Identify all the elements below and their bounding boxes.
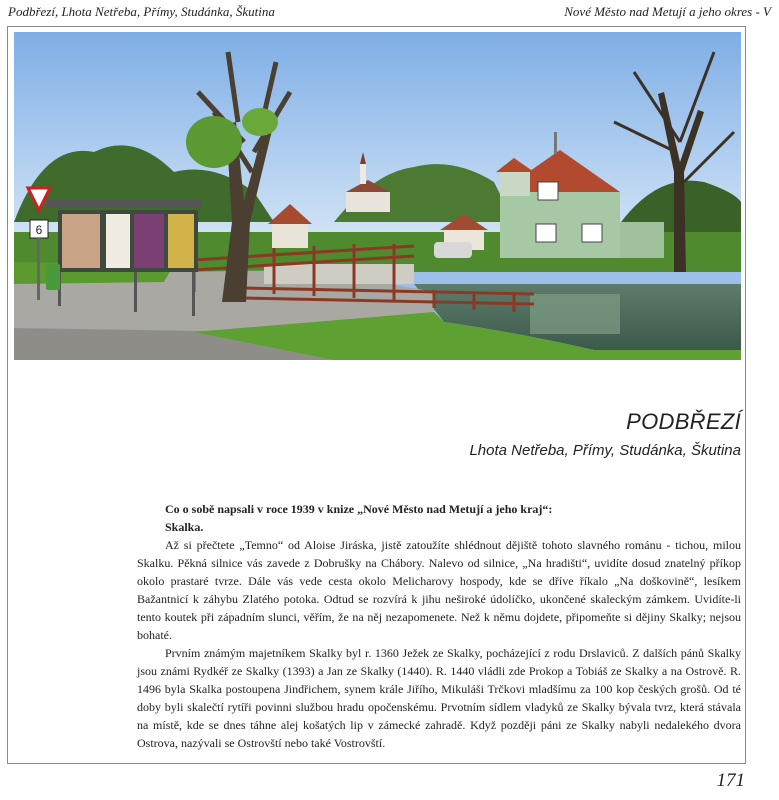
road-sign-label: 6 (35, 223, 43, 237)
page-number: 171 (716, 770, 745, 791)
paragraph: Až si přečtete „Temno“ od Aloise Jiráska, jistě zatoužíte shlédnout dějiště tohoto slavného románu - tichou, milou Skalku. Pěkná silnice vás zavede z Dobrušky na Chábory. Nalevo od silnice, „Na hradišti“, uvidíte dosud znatelný příkop okolo prastaré tvrze. Dále vás vede cesta okolo Melicharovy hospody, kde se dříve říkalo „Na doškovině“, lesíkem Bažantnicí k záhybu Zlatého potoka. Odtud se rozvírá k jihu neširoké údolíčko, ukončené skaleckým zámkem. Uvidíte-li tento koutek při západním slunci, věřím, že na něj nezapomenete. Než k němu dojdete, připomeňte si dějiny Skalky; nejsou bohaté. (137, 538, 741, 642)
running-head-left: Podbřezí, Lhota Netřeba, Přímy, Studánka, Škutina (8, 4, 275, 19)
bridge-wall (264, 264, 414, 284)
lead-heading: Co o sobě napsali v roce 1939 v knize „Nové Město nad Metují a jeho kraj“: (165, 502, 553, 516)
chapter-title: PODBŘEZÍ (626, 409, 741, 434)
trash-bin (46, 264, 60, 290)
parked-car (434, 242, 472, 258)
running-head (8, 4, 771, 22)
section-heading: Skalka. (165, 520, 204, 534)
body-text (137, 500, 741, 752)
chapter-subtitle: Lhota Netřeba, Přímy, Studánka, Škutina (469, 442, 741, 459)
running-head-right: Nové Město nad Metují a jeho okres - V (564, 4, 771, 19)
paragraph: Prvním známým majetníkem Skalky byl r. 1360 Ježek ze Skalky, pocházející z rodu Drslaviců. Z dalších pánů Skalky jsou známi Rydkéř ze Skalky (1393) a Jan ze Skalky (1440). R. 1440 vládli zde Prokop a Tobiáš ze Skalky a na Ostrově. R. 1496 byla Skalka postoupena Jindřichem, synem krále Jiřího, Mikuláši Trčkovi mladšímu za 100 kop českých grošů. Od té doby byli skalečtí rytíři povinni službou hradu opočenskému. Prvotním sídlem vladyků ze Skalky bývala tvrz, která stávala na místě, kde se dnes táhne alej košatých lip v zámecké zahradě. Když později páni ze Skalky nabyli nedalekého dvora Ostrova, nazývali se Ostrovští nebo také Vostrovští. (137, 646, 741, 750)
village-photo (14, 32, 741, 360)
